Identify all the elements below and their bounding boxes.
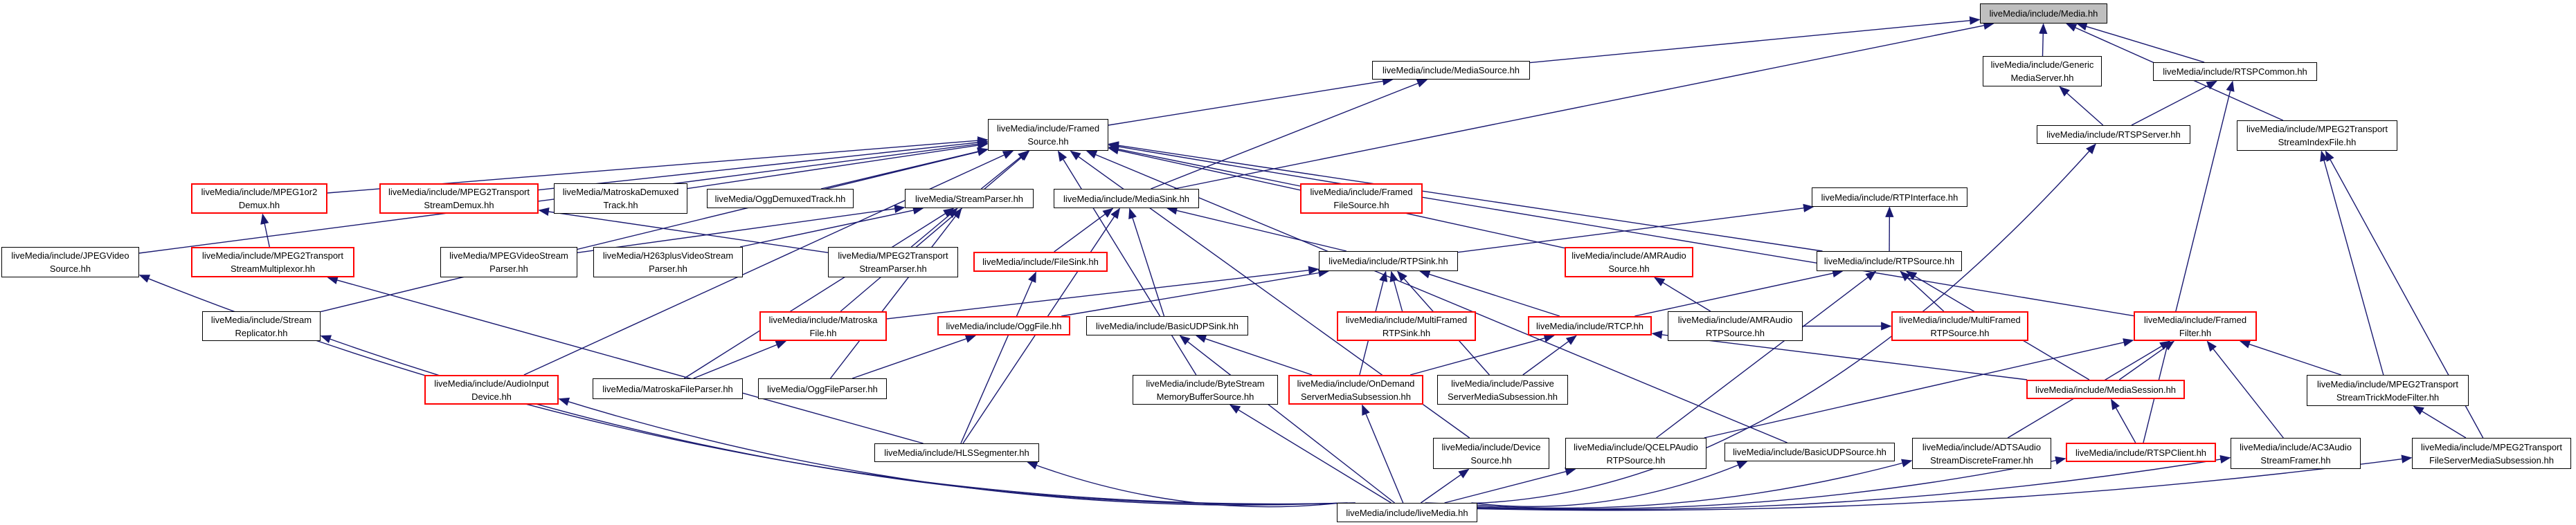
node-label-line: liveMedia/include/ByteStream [1146, 378, 1265, 389]
node-basicudpsink[interactable] [1086, 316, 1248, 335]
edge-mpeg2tsmultiplexor-to-mpeg1or2demux [262, 214, 269, 247]
node-label-line: liveMedia/MPEGVideoStream [449, 250, 568, 261]
node-label-line: StreamDemux.hh [424, 200, 494, 210]
node-label-line: Source.hh [49, 264, 91, 274]
node-label-line: liveMedia/include/OnDemand [1297, 378, 1415, 389]
node-label-line: liveMedia/include/Matroska [768, 314, 878, 325]
node-label-line: liveMedia/OggDemuxedTrack.hh [714, 193, 846, 204]
node-label-line: liveMedia/include/ADTSAudio [1922, 441, 2042, 452]
edge-mpegvideostreamparser-to-streamparser [577, 208, 904, 252]
node-framedfilter[interactable] [2134, 311, 2257, 341]
node-label-line: Source.hh [1027, 136, 1069, 147]
node-qcelpaudiortpsource[interactable] [1565, 438, 1706, 469]
node-mpeg1or2demux[interactable] [191, 183, 327, 214]
node-genericmediaserver[interactable] [1983, 56, 2102, 86]
edge-oggfileparser-to-streamparser [831, 209, 962, 378]
edge-rtspclient-to-mediasession [2111, 400, 2136, 443]
node-label-line: liveMedia/include/BasicUDPSource.hh [1733, 447, 1886, 457]
node-label-line: RTPSource.hh [1930, 327, 1990, 338]
node-label-line: liveMedia/MatroskaFileParser.hh [602, 383, 733, 394]
edge-livemedia-to-ondemandsms [1362, 405, 1403, 503]
edge-rtpsink-to-mediasink [1168, 208, 1346, 251]
node-label-line: liveMedia/include/RTSPCommon.hh [2163, 66, 2307, 77]
edge-mpeg2tstrickmode-to-framedfilter [2240, 341, 2341, 375]
node-h263plusvideostreamparser[interactable] [593, 247, 743, 277]
edge-h263plusvideostreamparser-to-streamparser [740, 208, 923, 247]
node-label-line: liveMedia/include/FileSink.hh [982, 257, 1099, 267]
edge-streamreplicator-to-framedsource [321, 149, 987, 311]
node-rtspcommon[interactable] [2153, 62, 2317, 81]
node-label-line: liveMedia/include/MultiFramed [1899, 314, 2021, 325]
node-label-line: liveMedia/include/Framed [2143, 314, 2247, 325]
node-label-line: liveMedia/include/Device [1441, 441, 1541, 452]
edge-matroskafile-to-framedsource [840, 151, 1029, 311]
node-label-line: liveMedia/include/AMRAudio [1571, 250, 1686, 261]
node-jpegvideosource[interactable] [1, 247, 139, 277]
edge-matroskafileparser-to-streamparser [684, 209, 953, 379]
node-label-line: liveMedia/include/MediaSession.hh [2035, 384, 2177, 395]
edge-rtcp-to-rtpsource [1634, 271, 1842, 316]
node-label-line: liveMedia/include/AudioInput [434, 378, 549, 389]
node-label-line: liveMedia/MatroskaDemuxed [562, 187, 679, 197]
node-mpeg2tsindexfile[interactable] [2237, 120, 2397, 151]
node-label-line: Parser.hh [649, 264, 687, 274]
node-label-line: liveMedia/include/MediaSink.hh [1063, 193, 1190, 204]
node-label-line: liveMedia/include/QCELPAudio [1574, 441, 1698, 452]
node-mediasink[interactable] [1054, 189, 1199, 208]
node-label-line: Source.hh [1470, 454, 1512, 466]
edge-rtpsink-to-rtpinterface [1458, 207, 1813, 252]
node-label-line: liveMedia/include/Framed [996, 123, 1100, 133]
node-devicesource[interactable] [1433, 438, 1549, 469]
node-label-line: liveMedia/include/MediaSource.hh [1382, 65, 1520, 75]
node-label-line: liveMedia/include/RTPInterface.hh [1821, 192, 1958, 203]
node-label-line: RTPSource.hh [1705, 327, 1765, 338]
node-rtpsink[interactable] [1319, 251, 1458, 271]
node-label-line: RTPSink.hh [1382, 327, 1431, 338]
node-filesink[interactable] [973, 252, 1108, 272]
edge-ac3audiostreamframer-to-framedfilter [2208, 342, 2284, 438]
node-streamreplicator[interactable] [202, 311, 321, 341]
node-label-line: StreamMultiplexor.hh [230, 264, 316, 274]
node-rtpinterface[interactable] [1812, 187, 1967, 207]
node-label-line: ServerMediaSubsession.hh [1448, 391, 1558, 402]
edge-filesink-to-mediasink [1054, 209, 1113, 252]
node-ondemandsms[interactable] [1288, 375, 1423, 405]
edge-livemedia-to-bytestreammembuf [1230, 405, 1391, 504]
node-label-line: liveMedia/include/RTPSink.hh [1328, 256, 1448, 266]
edge-oggfileparser-to-oggfile [852, 335, 975, 378]
node-amraudiortpsource[interactable] [1668, 311, 1803, 341]
node-mpeg2tsparser[interactable] [828, 247, 958, 277]
node-mpeg2tsmultiplexor[interactable] [191, 247, 354, 277]
node-label-line: liveMedia/MPEG2Transport [838, 250, 948, 261]
node-ac3audiostreamframer[interactable] [2231, 438, 2361, 469]
node-label-line: liveMedia/include/MultiFramed [1345, 314, 1468, 325]
node-oggdemuxedtrack[interactable] [707, 189, 854, 208]
node-multiframedrtpsink[interactable] [1337, 311, 1476, 341]
edge-mediasession-to-framedfilter [2119, 342, 2174, 380]
edge-rtcp-to-rtpsink [1421, 271, 1560, 316]
node-label-line: FileSource.hh [1333, 200, 1389, 210]
node-label-line: MemoryBufferSource.hh [1156, 391, 1254, 402]
edge-qcelpaudiortpsource-to-rtpsource [1657, 272, 1876, 438]
node-label-line: StreamDiscreteFramer.hh [1930, 454, 2033, 466]
node-label-line: Source.hh [1608, 264, 1650, 274]
node-label-line: liveMedia/include/MPEG2Transport [2421, 441, 2562, 452]
edge-matroskademuxedtrack-to-framedsource [687, 144, 987, 189]
node-label-line: liveMedia/include/Framed [1310, 187, 1413, 197]
node-label-line: liveMedia/include/AMRAudio [1677, 314, 1793, 325]
edge-mpeg2tsfileserversms-to-mpeg2tstrickmode [2414, 407, 2466, 439]
edge-mpeg2tstrickmode-to-mpeg2tsindexfile [2321, 151, 2383, 375]
node-framedfilesource[interactable] [1300, 183, 1423, 214]
node-label-line: liveMedia/include/liveMedia.hh [1346, 507, 1468, 518]
edge-matroskafileparser-to-matroskafile [694, 341, 786, 378]
node-label-line: liveMedia/include/MPEG2Transport [2317, 378, 2458, 389]
edge-mpeg2tsparser-to-streamparser [911, 209, 957, 247]
node-mpeg2tsdemux[interactable] [379, 183, 539, 214]
edge-genericmediaserver-to-media [2043, 24, 2044, 56]
node-label-line: liveMedia/OggFileParser.hh [767, 383, 878, 394]
edge-framedsource-to-mediasource [1108, 80, 1392, 125]
edge-livemedia-to-devicesource [1421, 470, 1468, 503]
node-label-line: File.hh [809, 327, 837, 338]
node-media[interactable] [1980, 3, 2107, 24]
edge-mediasink-to-media [1174, 24, 1993, 189]
edge-rtspserver-to-genericmediaserver [2060, 87, 2103, 125]
node-label-line: MediaServer.hh [2010, 73, 2074, 83]
node-label-line: ServerMediaSubsession.hh [1301, 391, 1411, 402]
node-oggfile[interactable] [937, 316, 1070, 335]
node-label-line: liveMedia/include/Generic [1990, 59, 2094, 70]
node-label-line: StreamFramer.hh [2260, 454, 2331, 466]
node-label-line: Replicator.hh [235, 327, 288, 338]
node-label-line: StreamTrickModeFilter.hh [2336, 392, 2440, 403]
node-streamparser[interactable] [905, 189, 1034, 208]
node-bytestreammembuf[interactable] [1133, 375, 1278, 405]
node-label-line: liveMedia/H263plusVideoStream [602, 250, 734, 261]
edge-livemedia-to-streamreplicator [321, 336, 1348, 504]
node-label-line: RTPSource.hh [1606, 454, 1666, 466]
edge-streamparser-to-framedsource [981, 151, 1027, 189]
node-multiframedrtpsource[interactable] [1891, 311, 2028, 341]
node-label-line: StreamIndexFile.hh [2278, 137, 2357, 147]
node-label-line: Filter.hh [2179, 327, 2212, 338]
node-label-line: liveMedia/include/OggFile.hh [946, 320, 1062, 331]
node-rtcp[interactable] [1528, 316, 1652, 335]
node-matroskademuxedtrack[interactable] [554, 183, 687, 214]
node-mediasession[interactable] [2026, 380, 2185, 399]
node-oggfileparser[interactable] [758, 378, 887, 399]
edge-framedfilter-to-framedsource [1109, 145, 2134, 316]
node-amraudiosource[interactable] [1565, 247, 1693, 277]
edge-ondemandsms-to-rtcp [1410, 335, 1553, 375]
edge-multiframedrtpsink-to-rtpsink [1391, 272, 1403, 311]
node-mediasource[interactable] [1372, 61, 1530, 80]
edge-livemedia-to-qcelpaudiortpsource [1445, 469, 1576, 503]
node-label-line: Demux.hh [238, 200, 280, 210]
node-rtspserver[interactable] [2037, 125, 2190, 144]
node-label-line: liveMedia/include/JPEGVideo [11, 250, 129, 261]
edge-livemedia-to-hlssegmenter [1028, 462, 1337, 507]
node-matroskafile[interactable] [759, 311, 887, 341]
node-adtsaudiostreamdiscreteframer[interactable] [1912, 438, 2051, 469]
node-label-line: liveMedia/include/Passive [1451, 378, 1554, 389]
node-label-line: liveMedia/StreamParser.hh [915, 193, 1024, 204]
node-audioinputdevice[interactable] [424, 375, 559, 405]
edge-rtspserver-to-rtspcommon [2132, 82, 2217, 126]
node-label-line: liveMedia/include/Media.hh [1989, 8, 2098, 19]
node-label-line: liveMedia/include/MPEG2Transport [202, 250, 343, 261]
edge-multiframedrtpsource-to-rtpsource [1901, 272, 1944, 311]
node-label-line: FileServerMediaSubsession.hh [2429, 454, 2554, 466]
node-label-line: liveMedia/include/MPEG2Transport [2246, 124, 2388, 134]
edge-ondemandsms-to-basicudpsink [1196, 335, 1312, 375]
node-label-line: liveMedia/include/HLSSegmenter.hh [884, 448, 1029, 458]
edge-rtpsource-to-framedsource [1109, 144, 1823, 251]
node-mpeg2tstrickmode[interactable] [2307, 375, 2469, 406]
node-rtspclient[interactable] [2066, 443, 2216, 462]
node-label-line: liveMedia/include/MPEG2Transport [388, 187, 530, 197]
edge-hlssegmenter-to-filesink [961, 273, 1036, 443]
node-label-line: Device.hh [471, 391, 512, 402]
node-label-line: liveMedia/include/Stream [210, 314, 312, 325]
node-label-line: StreamParser.hh [859, 264, 927, 274]
node-matroskafileparser[interactable] [593, 378, 743, 399]
node-livemedia[interactable] [1337, 503, 1477, 522]
node-hlssegmenter[interactable] [874, 443, 1039, 462]
node-label-line: liveMedia/include/MPEG1or2 [201, 187, 318, 197]
node-basicudpsource[interactable] [1724, 443, 1895, 461]
edge-mediasource-to-media [1530, 19, 1979, 62]
node-label-line: liveMedia/include/RTCP.hh [1536, 320, 1643, 331]
edge-framedfilesource-to-framedsource [1109, 147, 1300, 186]
node-label-line: liveMedia/include/BasicUDPSink.hh [1096, 320, 1239, 331]
node-label-line: liveMedia/include/RTPSource.hh [1823, 256, 1955, 266]
node-label-line: liveMedia/include/AC3Audio [2240, 441, 2352, 452]
node-label-line: Track.hh [603, 200, 638, 210]
node-label-line: liveMedia/include/RTSPClient.hh [2075, 447, 2207, 458]
node-framedsource[interactable] [988, 119, 1108, 151]
node-mpeg2tsfileserversms[interactable] [2412, 438, 2571, 469]
node-label-line: liveMedia/include/RTSPServer.hh [2046, 129, 2181, 140]
node-passivesms[interactable] [1437, 375, 1568, 405]
node-rtpsource[interactable] [1817, 251, 1962, 271]
node-label-line: Parser.hh [489, 264, 528, 274]
node-mpegvideostreamparser[interactable] [440, 247, 577, 277]
